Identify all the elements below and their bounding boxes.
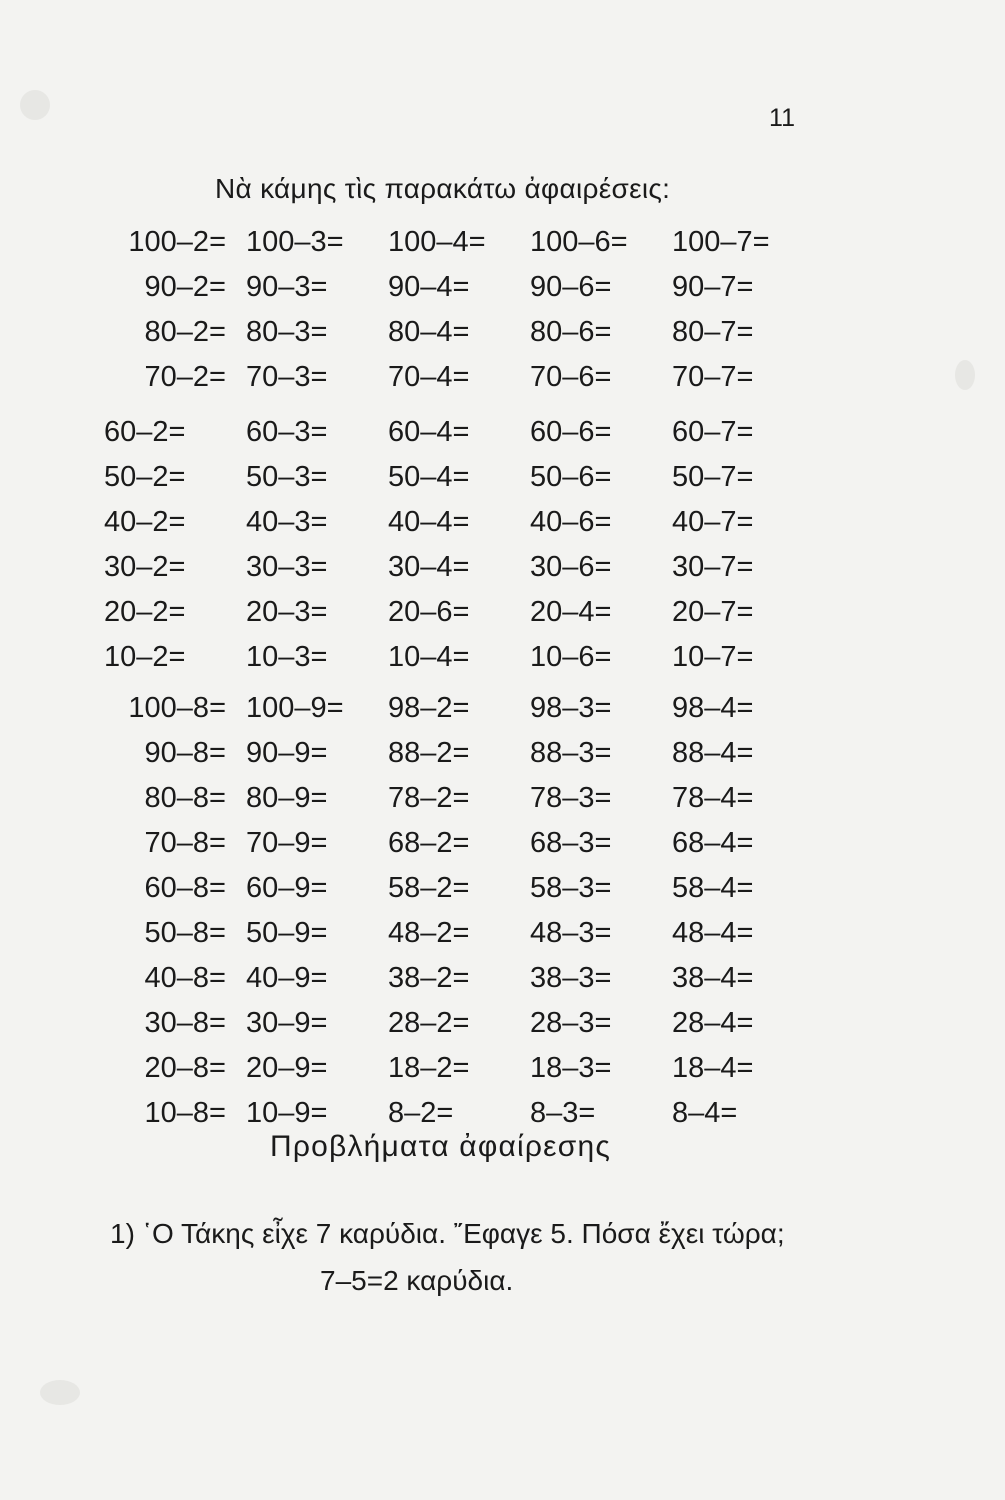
exercise-item: 40–3= [246, 506, 328, 538]
exercise-item: 18–4= [672, 1052, 754, 1084]
exercise-item: 40–9= [246, 962, 328, 994]
problem-answer: 7–5=2 καρύδια. [320, 1265, 514, 1296]
exercise-item: 30–2= [104, 551, 186, 583]
exercise-item: 40–2= [104, 506, 186, 538]
exercise-item: 20–2= [104, 596, 186, 628]
section-title: Προβλήματα ἀφαίρεσης [270, 1130, 611, 1163]
exercise-item: 70–7= [672, 361, 754, 393]
exercise-item: 38–4= [672, 962, 754, 994]
exercise-item: 70–3= [246, 361, 328, 393]
exercise-item: 90–2= [144, 271, 226, 303]
exercise-item: 60–6= [530, 416, 612, 448]
paper-stain [20, 90, 50, 120]
exercise-item: 10–7= [672, 641, 754, 673]
exercise-item: 30–9= [246, 1007, 328, 1039]
exercise-item: 10–4= [388, 641, 470, 673]
exercise-item: 38–3= [530, 962, 612, 994]
exercise-item: 58–3= [530, 872, 612, 904]
exercise-item: 50–6= [530, 461, 612, 493]
exercise-item: 30–8= [144, 1007, 226, 1039]
exercise-item: 90–7= [672, 271, 754, 303]
paper-stain [955, 360, 975, 390]
exercise-item: 80–9= [246, 782, 328, 814]
exercise-item: 98–3= [530, 692, 612, 724]
exercise-item: 58–2= [388, 872, 470, 904]
exercise-item: 70–6= [530, 361, 612, 393]
exercise-item: 28–3= [530, 1007, 612, 1039]
exercise-item: 70–8= [144, 827, 226, 859]
exercise-item: 20–3= [246, 596, 328, 628]
exercise-item: 48–3= [530, 917, 612, 949]
exercise-item: 60–9= [246, 872, 328, 904]
subtraction-block-1 [90, 220, 800, 400]
exercise-item: 18–2= [388, 1052, 470, 1084]
page-number: 11 [769, 104, 795, 132]
exercise-item: 88–2= [388, 737, 470, 769]
exercise-item: 20–7= [672, 596, 754, 628]
exercise-item: 100–3= [246, 226, 344, 258]
exercise-item: 60–4= [388, 416, 470, 448]
exercise-item: 20–8= [144, 1052, 226, 1084]
exercise-item: 88–4= [672, 737, 754, 769]
exercise-item: 70–9= [246, 827, 328, 859]
exercise-item: 30–6= [530, 551, 612, 583]
exercise-item: 90–4= [388, 271, 470, 303]
exercise-item: 18–3= [530, 1052, 612, 1084]
exercise-item: 50–8= [144, 917, 226, 949]
exercise-item: 28–2= [388, 1007, 470, 1039]
paper-stain [40, 1380, 80, 1405]
exercise-item: 38–2= [388, 962, 470, 994]
exercise-item: 28–4= [672, 1007, 754, 1039]
exercise-item: 90–8= [144, 737, 226, 769]
exercise-item: 60–8= [144, 872, 226, 904]
exercise-item: 100–4= [388, 226, 486, 258]
problem-question: 1) ῾Ο Τάκης εἶχε 7 καρύδια. ῎Εφαγε 5. Πόσα ἔχει τώρα; [110, 1218, 785, 1249]
exercise-item: 20–4= [530, 596, 612, 628]
exercise-item: 30–7= [672, 551, 754, 583]
exercise-item: 80–2= [144, 316, 226, 348]
exercise-item: 100–6= [530, 226, 628, 258]
instruction-heading: Νὰ κάμης τὶς παρακάτω ἀφαιρέσεις: [215, 173, 671, 204]
exercise-item: 10–3= [246, 641, 328, 673]
exercise-item: 80–7= [672, 316, 754, 348]
exercise-item: 50–2= [104, 461, 186, 493]
exercise-item: 68–3= [530, 827, 612, 859]
exercise-item: 90–3= [246, 271, 328, 303]
exercise-item: 40–7= [672, 506, 754, 538]
exercise-item: 50–9= [246, 917, 328, 949]
exercise-item: 58–4= [672, 872, 754, 904]
exercise-item: 20–6= [388, 596, 470, 628]
exercise-item: 80–4= [388, 316, 470, 348]
exercise-item: 8–3= [530, 1097, 596, 1129]
exercise-item: 78–4= [672, 782, 754, 814]
exercise-item: 100–2= [128, 226, 226, 258]
exercise-item: 10–6= [530, 641, 612, 673]
exercise-item: 70–4= [388, 361, 470, 393]
exercise-item: 30–3= [246, 551, 328, 583]
exercise-item: 88–3= [530, 737, 612, 769]
exercise-item: 80–6= [530, 316, 612, 348]
exercise-item: 80–8= [144, 782, 226, 814]
exercise-item: 30–4= [388, 551, 470, 583]
exercise-item: 10–8= [144, 1097, 226, 1129]
exercise-item: 68–4= [672, 827, 754, 859]
exercise-item: 90–6= [530, 271, 612, 303]
exercise-item: 68–2= [388, 827, 470, 859]
exercise-item: 60–7= [672, 416, 754, 448]
exercise-item: 20–9= [246, 1052, 328, 1084]
exercise-item: 50–3= [246, 461, 328, 493]
exercise-item: 78–2= [388, 782, 470, 814]
exercise-item: 40–6= [530, 506, 612, 538]
exercise-item: 98–4= [672, 692, 754, 724]
exercise-item: 8–2= [388, 1097, 454, 1129]
exercise-item: 90–9= [246, 737, 328, 769]
subtraction-block-3 [90, 686, 800, 1136]
subtraction-block-2 [90, 410, 800, 680]
exercise-item: 8–4= [672, 1097, 738, 1129]
exercise-item: 10–9= [246, 1097, 328, 1129]
exercise-item: 80–3= [246, 316, 328, 348]
exercise-item: 50–4= [388, 461, 470, 493]
exercise-item: 10–2= [104, 641, 186, 673]
exercise-item: 70–2= [144, 361, 226, 393]
exercise-item: 48–4= [672, 917, 754, 949]
exercise-item: 40–8= [144, 962, 226, 994]
exercise-item: 40–4= [388, 506, 470, 538]
exercise-item: 100–7= [672, 226, 770, 258]
exercise-item: 60–3= [246, 416, 328, 448]
exercise-item: 60–2= [104, 416, 186, 448]
exercise-item: 48–2= [388, 917, 470, 949]
exercise-item: 50–7= [672, 461, 754, 493]
exercise-item: 98–2= [388, 692, 470, 724]
exercise-item: 78–3= [530, 782, 612, 814]
exercise-item: 100–9= [246, 692, 344, 724]
exercise-item: 100–8= [128, 692, 226, 724]
